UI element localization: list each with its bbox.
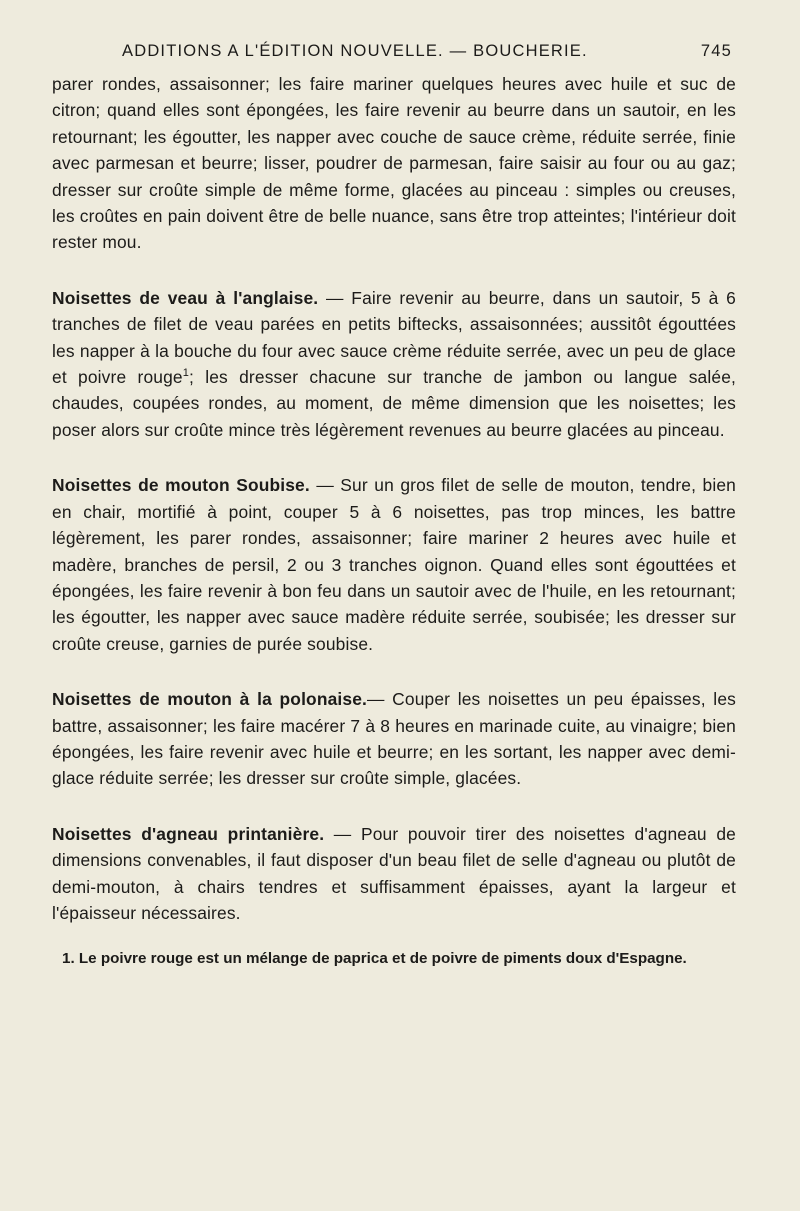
paragraph-body: parer rondes, assaisonner; les faire mariner quelques heures avec huile et suc de citron; quand elles sont épongées, les faire revenir au beurre dans un sautoir, en les retournant; les égoutter, les napper avec couche de sauce crème, réduite serrée, finie avec parmesan et beurre; lisser, poudrer de parmesan, faire saisir au four ou au gaz; dresser sur croûte simple de même forme, glacées au pinceau : simples ou creuses, les croûtes en pain doivent être de belle nuance, sans être trop atteintes; l'intérieur doit rester mou. xyxy=(52,74,736,253)
recipe-mouton-polonaise xyxy=(52,686,736,792)
recipe-mouton-soubise xyxy=(52,472,736,657)
recipe-body: — Couper les noisettes un peu épaisses, les battre, assaisonner; les faire macérer 7 à 8 heures en marinade cuite, au vinaigre; bien épongées, les faire revenir avec huile et beurre; en les sortant, les napper avec demi-glace réduite serrée; les dresser sur croûte simple, glacées. xyxy=(52,689,736,789)
recipe-title: Noisettes de mouton à la polonaise. xyxy=(52,689,368,710)
recipe-body: — Pour pouvoir tirer des noisettes d'agneau de dimensions convenables, il faut disposer d'un beau filet de selle d'agneau ou plutôt de demi-mouton, à chairs tendres et suffisamment épaisses, ayant la largeur et l'épaisseur nécessaires. xyxy=(52,823,737,923)
footnote-reference: 1 xyxy=(182,367,190,380)
recipe-title: Noisettes de mouton Soubise. xyxy=(52,475,310,496)
running-header xyxy=(122,34,732,68)
recipe-veau-anglaise xyxy=(52,285,736,443)
recipe-body-continued: ; les dresser chacune sur tranche de jambon ou langue salée, chaudes, coupées rondes, au moment, de même dimension que les noisettes; les poser alors sur croûte mince très légèrement revenues au beurre glacées au pinceau. xyxy=(52,367,736,440)
recipe-title: Noisettes de veau à l'anglaise. xyxy=(52,287,319,308)
recipe-body: — Faire revenir au beurre, dans un sautoir, 5 à 6 tranches de filet de veau parées en petits biftecks, assaisonnées; aussitôt égouttées les napper à la bouche du four avec sauce crème réduite serrée, avec un peu de glace et poivre rouge xyxy=(52,287,736,388)
recipe-body: — Sur un gros filet de selle de mouton, tendre, bien en chair, mortifié à point, couper 5 à 6 noisettes, pas trop minces, les battre légèrement, les parer rondes, assaisonner; faire mariner 2 heures avec huile et madère, branches de persil, 2 ou 3 tranches oignon. Quand elles sont égouttées et épongées, les faire revenir à bon feu dans un sautoir avec de l'huile, en les retournant; les égoutter, les napper avec sauce madère réduite serrée, soubisée; les dresser sur croûte creuse, garnies de purée soubise. xyxy=(52,475,736,654)
paragraph-continuation xyxy=(52,71,736,256)
recipe-agneau-printaniere xyxy=(52,821,736,927)
page-number: 745 xyxy=(700,42,732,60)
footnote: 1. Le poivre rouge est un mélange de paprica et de poivre de piments doux d'Espagne. xyxy=(62,950,687,968)
recipe-title: Noisettes d'agneau printanière. xyxy=(52,823,325,844)
running-title: ADDITIONS A L'ÉDITION NOUVELLE. — BOUCHERIE. xyxy=(122,42,588,60)
